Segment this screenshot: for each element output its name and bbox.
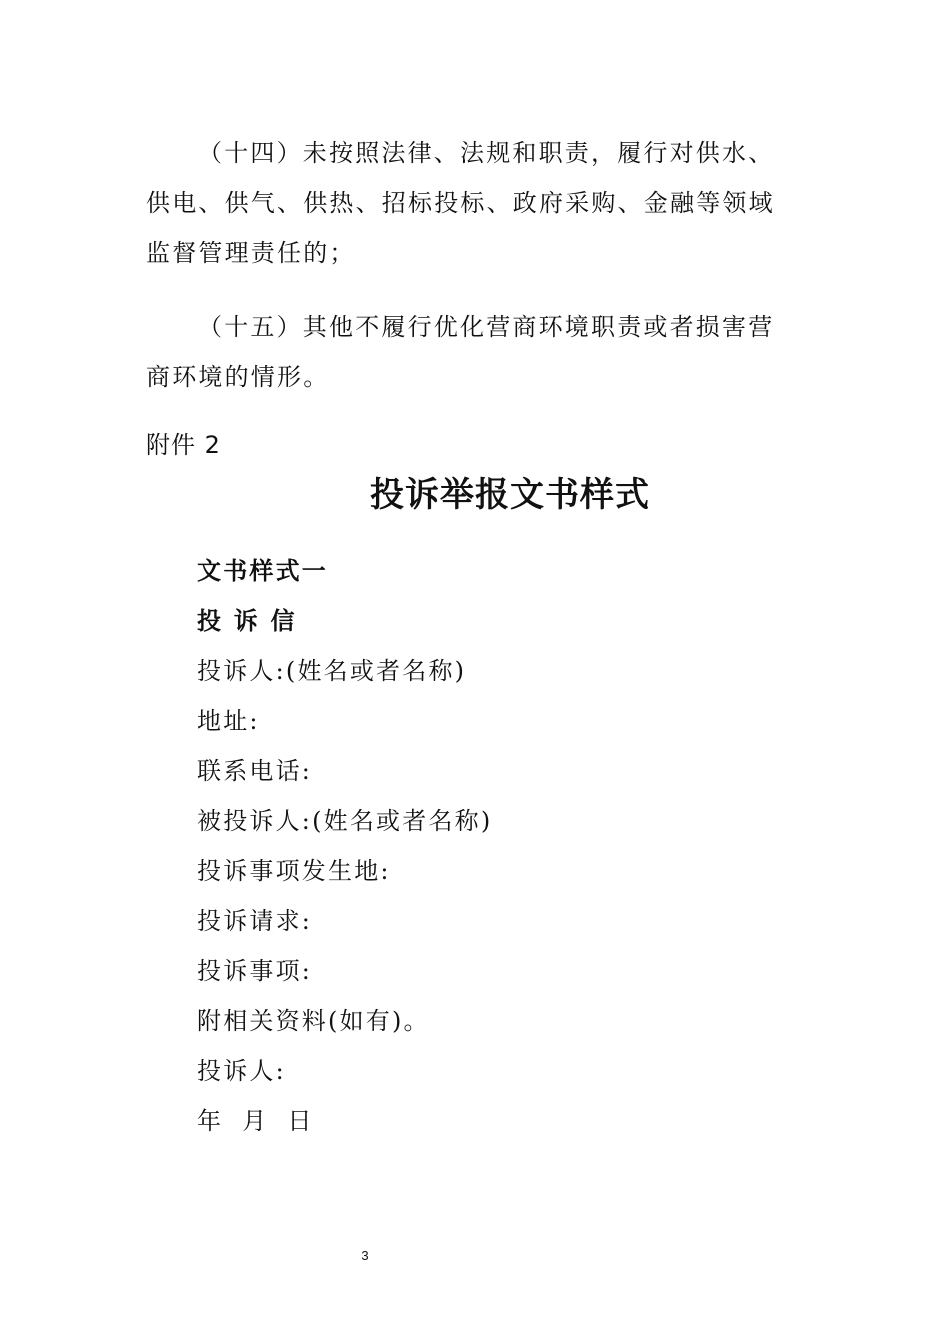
- field-incident-location: 投诉事项发生地:: [197, 857, 391, 885]
- attachment-label: 附件 2: [146, 431, 221, 459]
- field-attachments: 附相关资料(如有)。: [197, 1007, 430, 1035]
- complaint-template: [197, 546, 492, 1146]
- document-title: 投诉举报文书样式: [370, 475, 650, 515]
- clause-15-paragraph: （十五）其他不履行优化营商环境职责或者损害营商环境的情形。: [146, 313, 775, 391]
- template-section-label: 文书样式一: [197, 557, 328, 585]
- field-signature: 投诉人:: [197, 1057, 286, 1085]
- field-matter: 投诉事项:: [197, 957, 313, 985]
- field-address: 地址:: [197, 707, 260, 735]
- field-respondent: 被投诉人:(姓名或者名称): [197, 807, 493, 835]
- field-phone: 联系电话:: [197, 757, 313, 785]
- field-request: 投诉请求:: [197, 907, 313, 935]
- page-number: 3: [361, 1248, 369, 1263]
- field-date: 年 月 日: [197, 1107, 314, 1135]
- field-complainant: 投诉人:(姓名或者名称): [197, 657, 467, 685]
- complaint-letter-title: 投 诉 信: [197, 607, 297, 635]
- clause-14-paragraph: （十四）未按照法律、法规和职责，履行对供水、供电、供气、供热、招标投标、政府采购、金融等领域监督管理责任的；: [146, 139, 775, 267]
